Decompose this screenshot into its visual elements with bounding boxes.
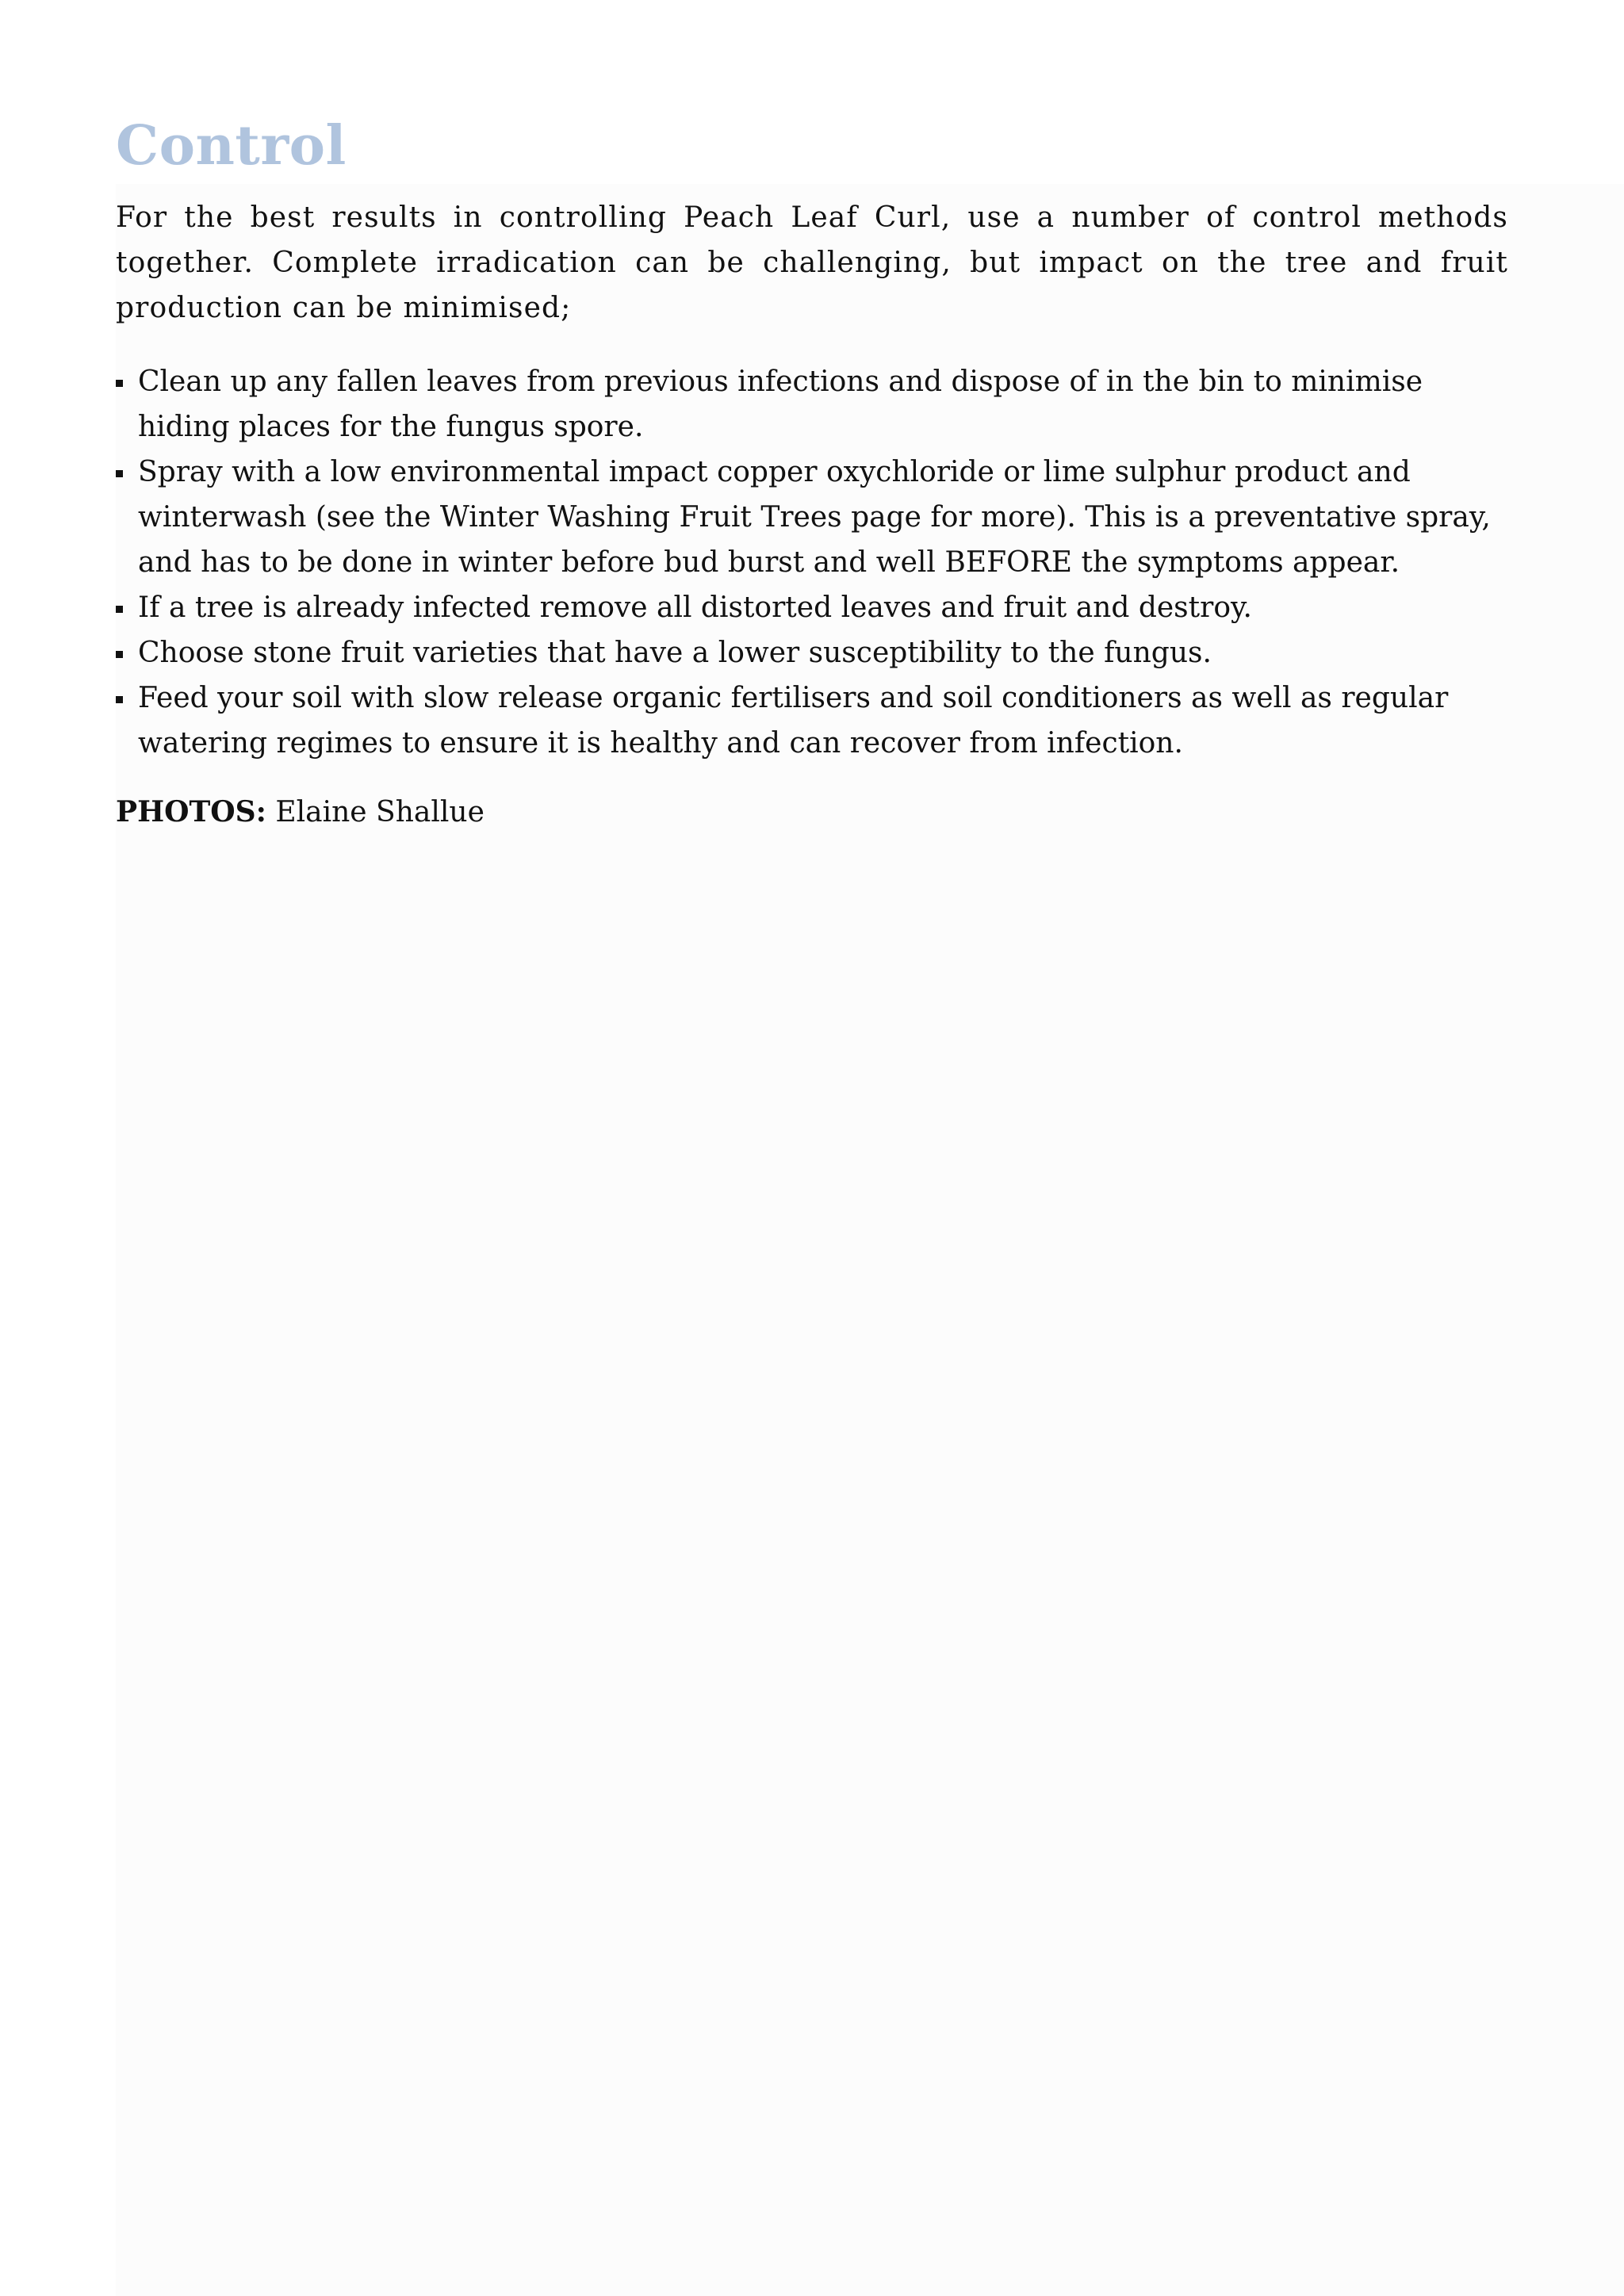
square-bullet-icon [116,696,123,703]
list-item-text: Spray with a low environmental impact copper oxychloride or lime sulphur product and winterwash (see the Winter Washing Fruit Trees page for more). This is a preventative spray, and has to be done in winter before bud burst and well BEFORE the symptoms appear. [138,456,1491,579]
photo-credit-label: PHOTOS: [116,795,266,828]
square-bullet-icon [116,606,123,613]
list-item-text: Feed your soil with slow release organic fertilisers and soil conditioners as well as regular watering regimes to ensure it is healthy and can recover from infection. [138,682,1449,760]
list-item [116,450,1508,585]
list-item [116,675,1508,766]
photo-credit-name: Elaine Shallue [275,796,485,828]
list-item [116,585,1508,630]
control-methods-list [116,359,1508,766]
square-bullet-icon [116,651,123,658]
list-item-text: If a tree is already infected remove all distorted leaves and fruit and destroy. [138,591,1253,624]
list-item [116,359,1508,450]
list-item-text: Clean up any fallen leaves from previous infections and dispose of in the bin to minimise hiding places for the fungus spore. [138,365,1423,443]
square-bullet-icon [116,470,123,477]
intro-paragraph: For the best results in controlling Peach Leaf Curl, use a number of control methods together. Complete irradication can be challenging, but impact on the tree and fruit production can be minimised; [116,201,1508,324]
photo-credit [116,790,485,835]
square-bullet-icon [116,380,123,387]
list-item [116,630,1508,675]
list-item-text: Choose stone fruit varieties that have a lower susceptibility to the fungus. [138,637,1212,669]
section-heading: Control [116,114,347,178]
